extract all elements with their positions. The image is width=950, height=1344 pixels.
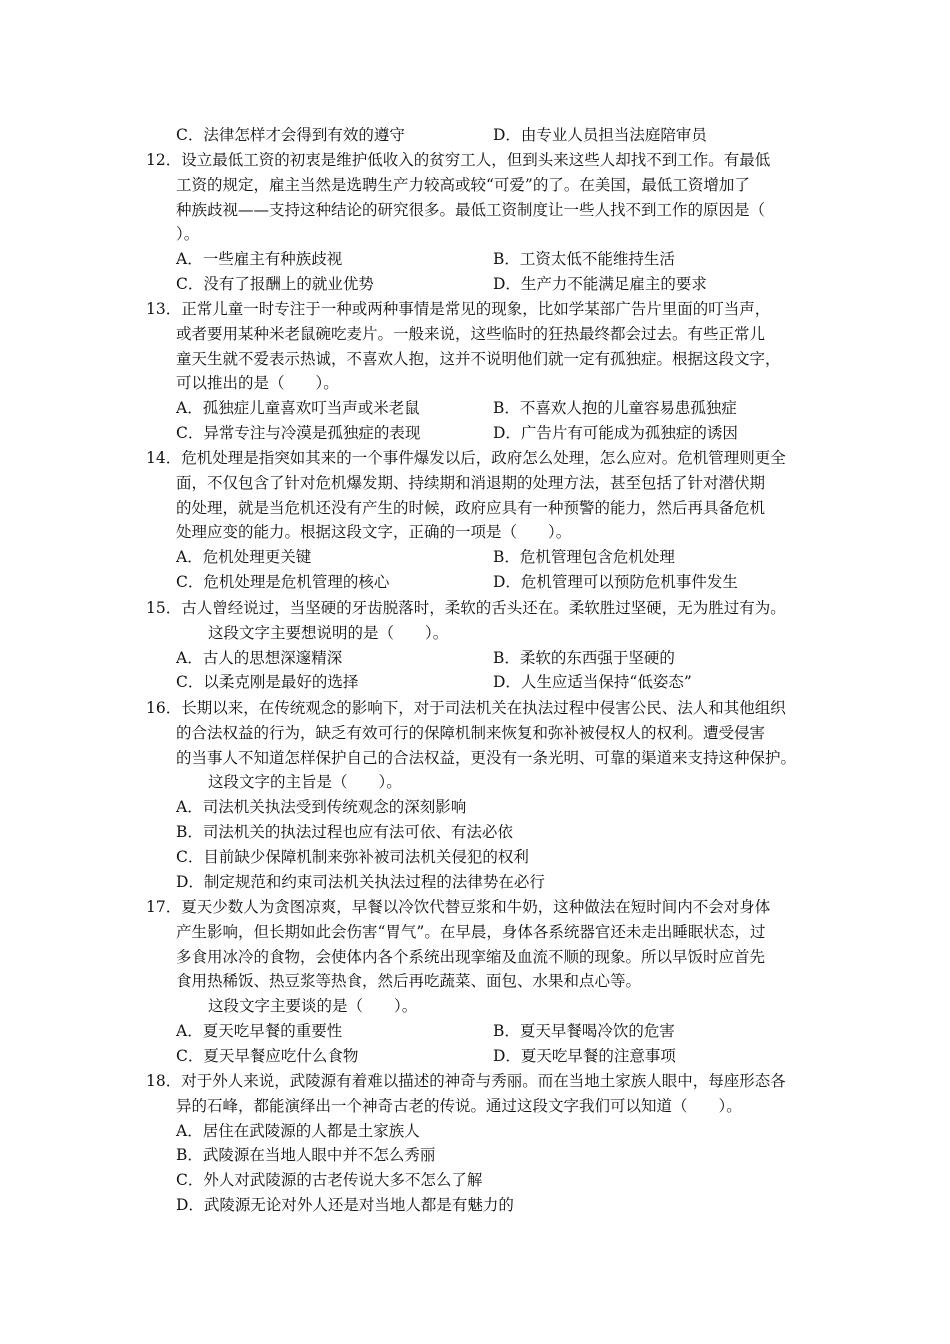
question-text-line: 的合法权益的行为，缺乏有效可行的保障机制来恢复和弥补被侵权人的权利。遭受侵害 [176, 723, 766, 742]
option-c: C．夏天早餐应吃什么食物 [176, 1046, 359, 1065]
question-text-line: 异的石峰，都能演绎出一个神奇古老的传说。通过这段文字我们可以知道（ ）。 [176, 1096, 742, 1115]
question-number: 15． [146, 599, 182, 617]
question-16 [146, 696, 810, 894]
option-row [146, 1019, 810, 1044]
option-b: B．司法机关的执法过程也应有法可依、有法必依 [176, 822, 513, 841]
option-row [146, 272, 810, 297]
option-d: D．制定规范和约束司法机关执法过程的法律势在必行 [176, 872, 545, 891]
option-row [146, 670, 810, 695]
option-d: D．生产力不能满足雇主的要求 [493, 274, 707, 293]
question-number: 16． [146, 699, 182, 717]
question-14 [146, 446, 810, 595]
question-text-line: 或者要用某种米老鼠碗吃麦片。一般来说，这些临时的狂热最终都会过去。有些正常儿 [176, 324, 766, 343]
option-b: B．柔软的东西强于坚硬的 [493, 648, 675, 667]
option-a: A．危机处理更关键 [176, 548, 312, 567]
question-text-line: 15．古人曾经说过，当坚硬的牙齿脱落时，柔软的舌头还在。柔软胜过坚硬，无为胜过有为。 [146, 599, 786, 617]
option-a: A．一些雇主有种族歧视 [176, 250, 343, 269]
question-text-line: 处理应变的能力。根据这段文字，正确的一项是（ ）。 [176, 523, 572, 542]
question-text-line: 14．危机处理是指突如其来的一个事件爆发以后，政府怎么处理，怎么应对。危机管理则更全 [146, 449, 786, 467]
question-prompt: 这段文字主要想说明的是（ ）。 [208, 623, 449, 642]
option-c: C．外人对武陵源的古老传说大多不怎么了解 [176, 1171, 483, 1190]
question-text-line: 食用热稀饭、热豆浆等热食，然后再吃蔬菜、面包、水果和点心等。 [176, 972, 642, 991]
question-number: 17． [146, 898, 182, 916]
option-b: B．夏天早餐喝冷饮的危害 [493, 1021, 675, 1040]
question-text-line: 16．长期以来，在传统观念的影响下，对于司法机关在执法过程中侵害公民、法人和其他组织 [146, 699, 786, 717]
option-row [146, 123, 810, 148]
option-row [146, 1044, 810, 1069]
option-b: B．工资太低不能维持生活 [493, 250, 675, 269]
option-c: C．没有了报酬上的就业优势 [176, 274, 374, 293]
option-d: D．由专业人员担当法庭陪审员 [493, 126, 707, 144]
option-d: D．广告片有可能成为孤独症的诱因 [493, 423, 738, 442]
question-text-line: 工资的规定，雇主当然是选聘生产力较高或较“可爱”的了。在美国，最低工资增加了 [176, 175, 750, 194]
question-prompt: 这段文字的主旨是（ ）。 [208, 773, 402, 792]
option-row [146, 247, 810, 272]
option-row [146, 570, 810, 595]
prev-question-options [146, 123, 810, 148]
question-number: 18． [146, 1072, 182, 1090]
question-text-line: 13．正常儿童一时专注于一种或两种事情是常见的现象，比如学某部广告片里面的叮当声， [146, 300, 771, 318]
question-text-line: 12．设立最低工资的初衷是维护低收入的贫穷工人，但到头来这些人却找不到工作。有最低 [146, 151, 771, 169]
question-number: 14． [146, 449, 182, 467]
question-number: 13． [146, 300, 182, 318]
option-b: B．武陵源在当地人眼中并不怎么秀丽 [176, 1146, 436, 1165]
question-text-line: 童天生就不爱表示热诚，不喜欢人抱，这并不说明他们就一定有孤独症。根据这段文字， [176, 349, 781, 368]
option-row [146, 421, 810, 446]
question-text-line: ）。 [176, 225, 200, 244]
question-text-line: 面，不仅包含了针对危机爆发期、持续期和消退期的处理方法，甚至包括了针对潜伏期 [176, 473, 766, 492]
option-row [146, 545, 810, 570]
option-row [146, 396, 810, 421]
question-prompt: 这段文字主要谈的是（ ）。 [208, 997, 418, 1016]
question-text-line: 可以推出的是（ ）。 [176, 374, 339, 393]
option-c: C．法律怎样才会得到有效的遵守 [176, 126, 405, 144]
question-text-line: 18．对于外人来说，武陵源有着难以描述的神奇与秀丽。而在当地土家族人眼中，每座形态各 [146, 1072, 786, 1090]
question-number: 12． [146, 151, 182, 169]
question-text-line: 17．夏天少数人为贪图凉爽，早餐以冷饮代替豆浆和牛奶，这种做法在短时间内不会对身体 [146, 898, 771, 916]
question-text-line: 种族歧视——支持这种结论的研究很多。最低工资制度让一些人找不到工作的原因是（ [176, 200, 766, 219]
option-b: B．不喜欢人抱的儿童容易患孤独症 [493, 399, 737, 418]
option-d: D．武陵源无论对外人还是对当地人都是有魅力的 [176, 1195, 514, 1214]
option-d: D．人生应适当保持“低姿态” [493, 673, 692, 692]
question-13 [146, 297, 810, 446]
question-text-line: 的处理，就是当危机还没有产生的时候，政府应具有一种预警的能力，然后再具备危机 [176, 498, 766, 517]
question-text-line: 产生影响，但长期如此会伤害“胃气”。在早晨，身体各系统器官还未走出睡眠状态，过 [176, 922, 766, 941]
option-c: C．异常专注与冷漠是孤独症的表现 [176, 423, 421, 442]
question-text-line: 的当事人不知道怎样保护自己的合法权益，更没有一条光明、可靠的渠道来支持这种保护。 [176, 748, 797, 767]
option-d: D．夏天吃早餐的注意事项 [493, 1046, 676, 1065]
option-c: C．危机处理是危机管理的核心 [176, 572, 390, 591]
option-a: A．居住在武陵源的人都是土家族人 [176, 1121, 420, 1140]
question-17 [146, 895, 810, 1069]
option-d: D．危机管理可以预防危机事件发生 [493, 572, 738, 591]
option-row [146, 646, 810, 671]
option-a: A．孤独症儿童喜欢叮当声或米老鼠 [176, 399, 420, 418]
question-text-line: 多食用冰冷的食物，会使体内各个系统出现挛缩及血流不顺的现象。所以早饭时应首先 [176, 947, 766, 966]
option-c: C．目前缺少保障机制来弥补被司法机关侵犯的权利 [176, 847, 529, 866]
option-b: B．危机管理包含危机处理 [493, 548, 675, 567]
question-15 [146, 596, 810, 695]
option-a: A．司法机关执法受到传统观念的深刻影响 [176, 798, 467, 817]
option-c: C．以柔克刚是最好的选择 [176, 673, 359, 692]
question-18 [146, 1069, 810, 1218]
option-a: A．古人的思想深邃精深 [176, 648, 343, 667]
option-a: A．夏天吃早餐的重要性 [176, 1021, 343, 1040]
question-12 [146, 148, 810, 297]
